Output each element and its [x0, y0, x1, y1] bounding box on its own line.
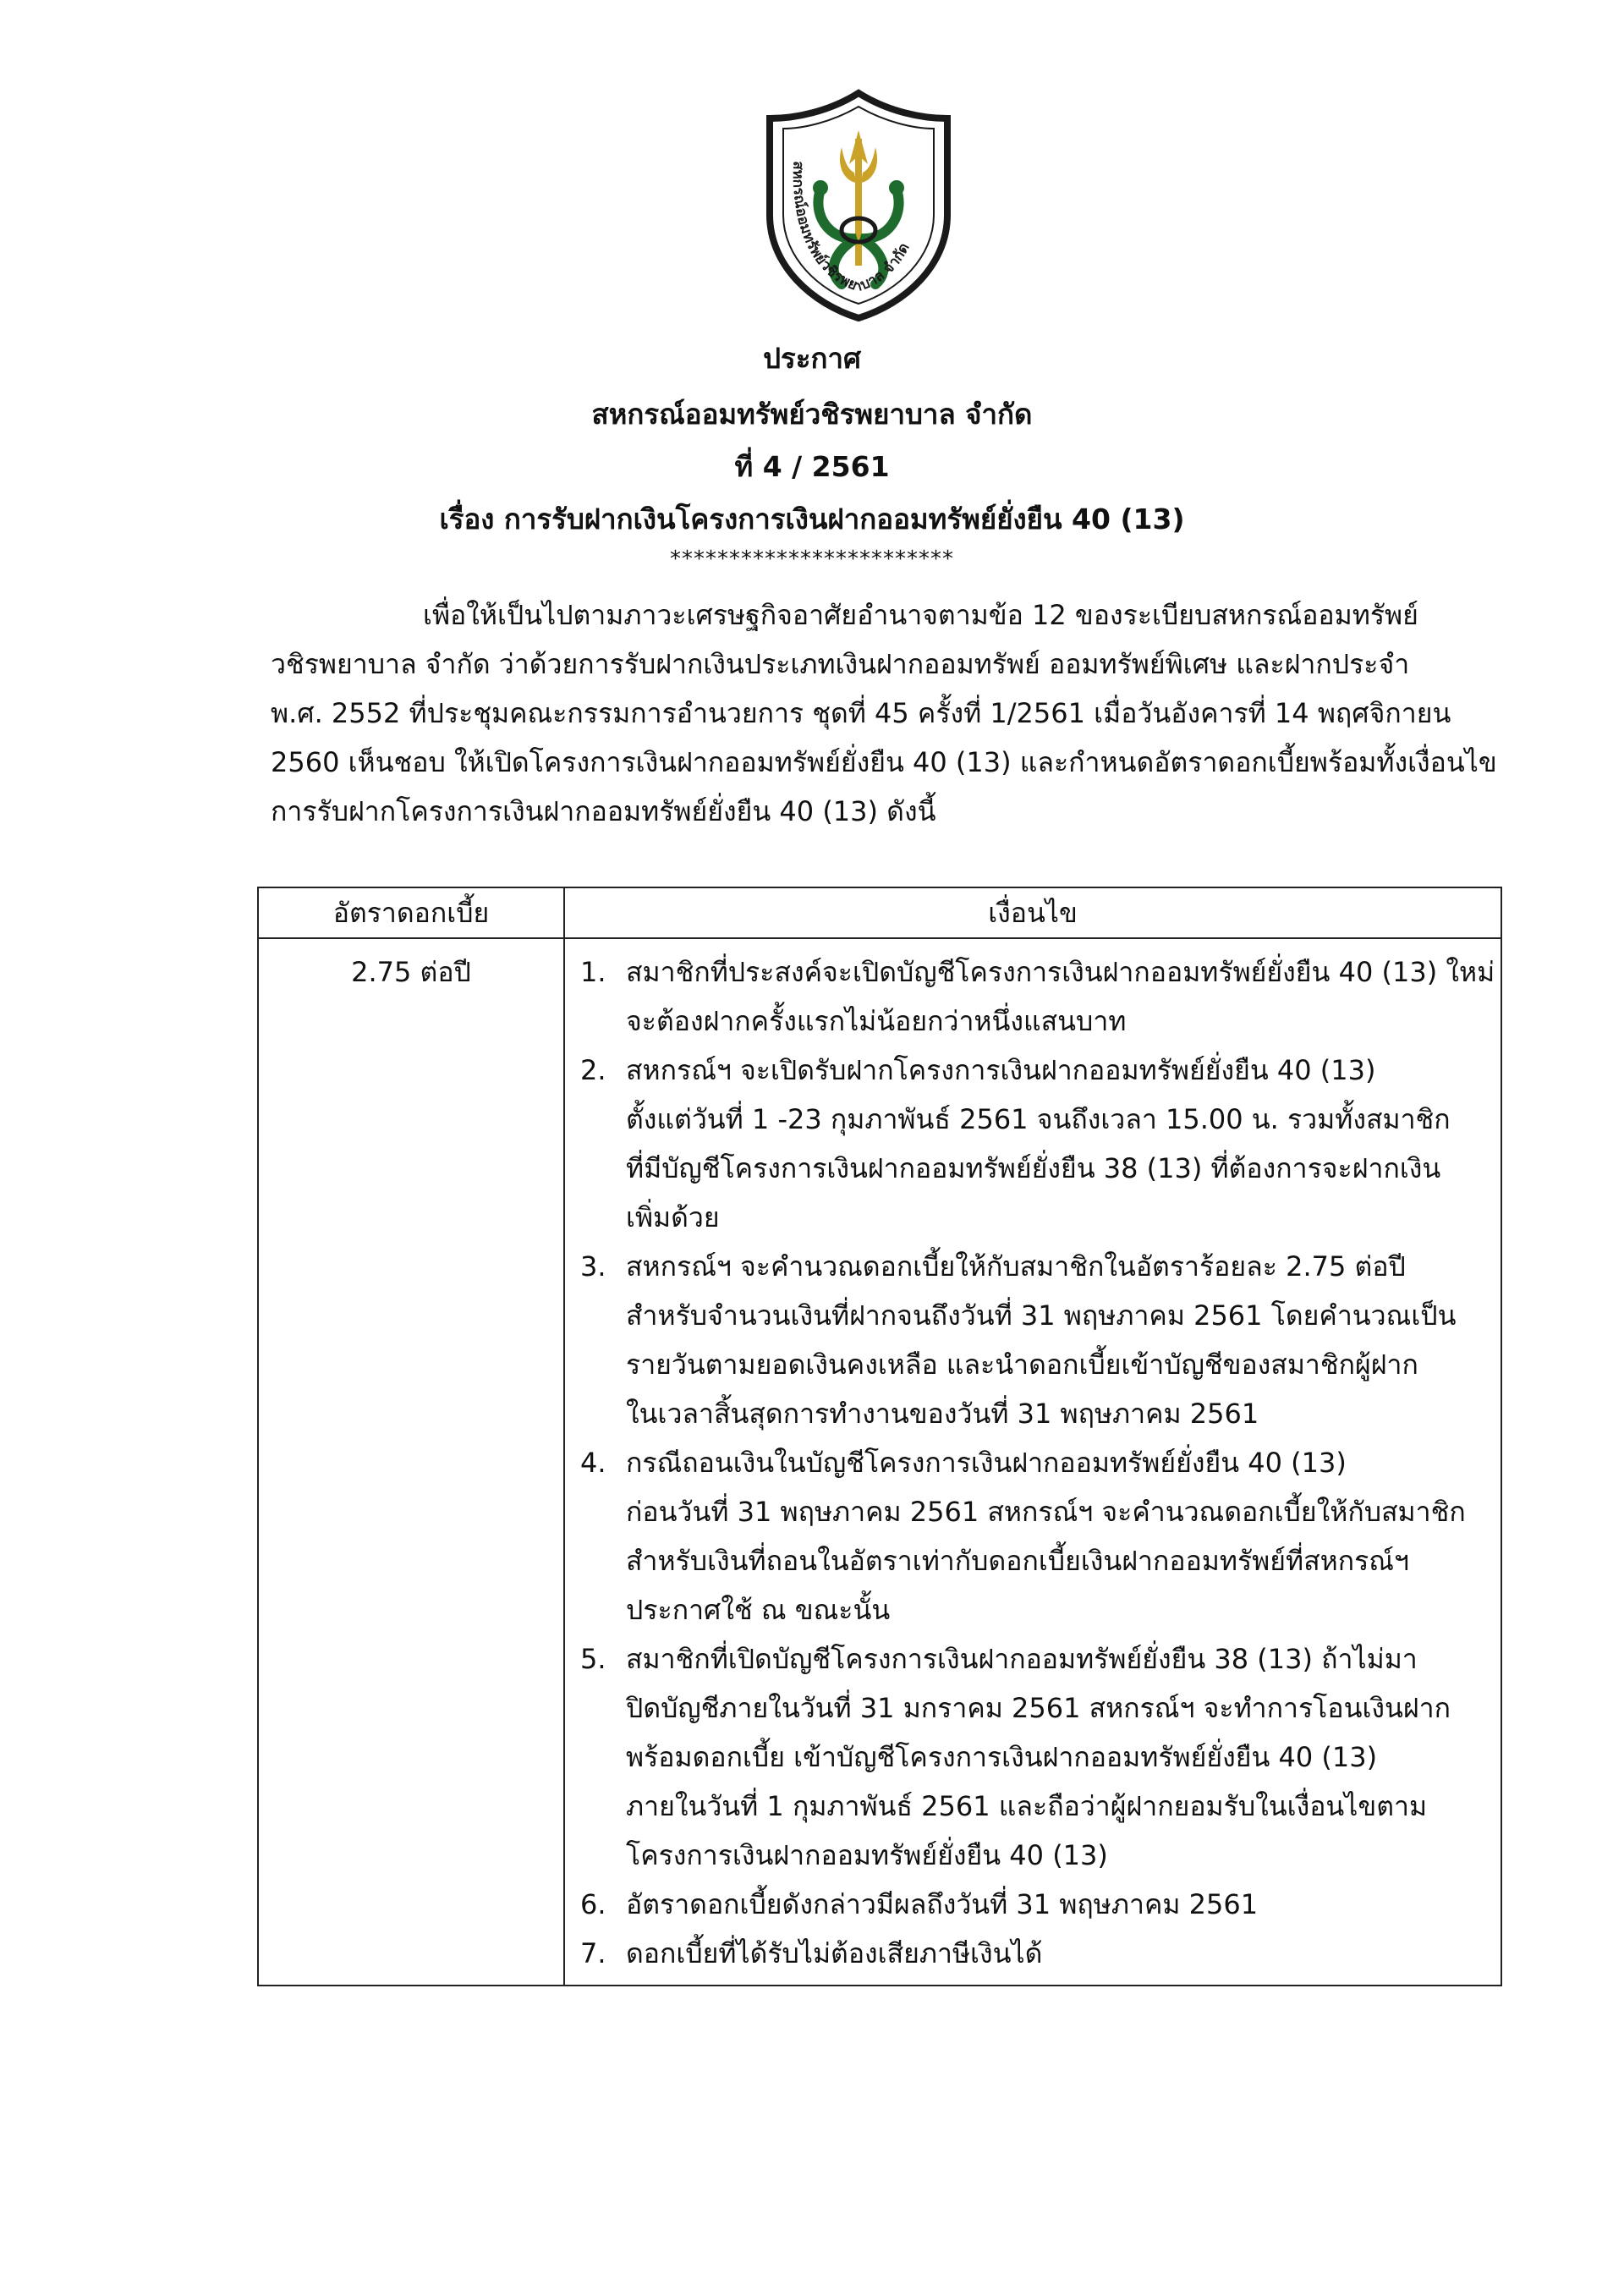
condition-item-4	[565, 1438, 1501, 1634]
condition-line: สำหรับเงินที่ถอนในอัตราเท่ากับดอกเบี้ยเงินฝากออมทรัพย์ที่สหกรณ์ฯ	[626, 1545, 1409, 1577]
condition-line: เพิ่มด้วย	[626, 1201, 720, 1233]
cooperative-logo	[761, 88, 956, 323]
condition-item-2	[565, 1046, 1501, 1242]
svg-text:สหกรณ์ออมทรัพย์วชิรพยาบาล จำกั: สหกรณ์ออมทรัพย์วชิรพยาบาล จำกัด	[789, 160, 914, 297]
intro-line: 2560 เห็นชอบ ให้เปิดโครงการเงินฝากออมทรัพย์ยั่งยืน 40 (13) และกำหนดอัตราดอกเบี้ยพร้อมทั้งเงื่อนไข	[271, 746, 1497, 778]
condition-line: กรณีถอนเงินในบัญชีโครงการเงินฝากออมทรัพย์ยั่งยืน 40 (13)	[626, 1447, 1347, 1479]
intro-line: วชิรพยาบาล จำกัด ว่าด้วยการรับฝากเงินประเภทเงินฝากออมทรัพย์ ออมทรัพย์พิเศษ และฝากประจำ	[271, 648, 1410, 680]
condition-number: 6.	[580, 1888, 606, 1920]
condition-line: ปิดบัญชีภายในวันที่ 31 มกราคม 2561 สหกรณ์ฯ จะทำการโอนเงินฝาก	[626, 1692, 1451, 1724]
table-row	[258, 938, 1501, 1986]
condition-line: จะต้องฝากครั้งแรกไม่น้อยกว่าหนึ่งแสนบาท	[626, 1005, 1127, 1037]
condition-line: ก่อนวันที่ 31 พฤษภาคม 2561 สหกรณ์ฯ จะคำนวณดอกเบี้ยให้กับสมาชิก	[626, 1496, 1466, 1528]
conditions-column-header: เงื่อนไข	[564, 887, 1501, 938]
organization-name: สหกรณ์ออมทรัพย์วชิรพยาบาล จำกัด	[591, 398, 1033, 431]
condition-line: ประกาศใช้ ณ ขณะนั้น	[626, 1594, 891, 1626]
table-header-row	[258, 887, 1501, 938]
condition-line: ตั้งแต่วันที่ 1 -23 กุมภาพันธ์ 2561 จนถึงเวลา 15.00 น. รวมทั้งสมาชิก	[626, 1103, 1451, 1135]
intro-line: การรับฝากโครงการเงินฝากออมทรัพย์ยั่งยืน 40 (13) ดังนี้	[271, 795, 936, 827]
condition-line: สหกรณ์ฯ จะเปิดรับฝากโครงการเงินฝากออมทรัพย์ยั่งยืน 40 (13)	[626, 1054, 1376, 1086]
interest-rate-cell: 2.75 ต่อปี	[258, 938, 564, 1986]
condition-line: ในเวลาสิ้นสุดการทำงานของวันที่ 31 พฤษภาคม 2561	[626, 1398, 1259, 1430]
condition-line: อัตราดอกเบี้ยดังกล่าวมีผลถึงวันที่ 31 พฤษภาคม 2561	[626, 1888, 1259, 1920]
conditions-list	[565, 948, 1501, 1978]
condition-number: 5.	[580, 1643, 606, 1675]
separator-line: ************************	[670, 547, 954, 572]
condition-line: รายวันตามยอดเงินคงเหลือ และนำดอกเบี้ยเข้าบัญชีของสมาชิกผู้ฝาก	[626, 1348, 1418, 1381]
condition-number: 7.	[580, 1937, 606, 1969]
condition-number: 3.	[580, 1250, 606, 1283]
condition-line: ที่มีบัญชีโครงการเงินฝากออมทรัพย์ยั่งยืน 38 (13) ที่ต้องการจะฝากเงิน	[626, 1152, 1441, 1184]
condition-number: 1.	[580, 956, 606, 988]
announcement-subject: เรื่อง การรับฝากเงินโครงการเงินฝากออมทรัพย์ยั่งยืน 40 (13)	[439, 503, 1185, 536]
condition-line: ดอกเบี้ยที่ได้รับไม่ต้องเสียภาษีเงินได้	[626, 1937, 1043, 1969]
condition-line: โครงการเงินฝากออมทรัพย์ยั่งยืน 40 (13)	[626, 1839, 1108, 1871]
condition-item-5	[565, 1634, 1501, 1880]
rate-column-header: อัตราดอกเบี้ย	[258, 887, 564, 938]
announcement-title: ประกาศ	[763, 342, 861, 375]
intro-line: เพื่อให้เป็นไปตามภาวะเศรษฐกิจอาศัยอำนาจตามข้อ 12 ของระเบียบสหกรณ์ออมทรัพย์	[423, 599, 1418, 631]
condition-number: 2.	[580, 1054, 606, 1086]
condition-number: 4.	[580, 1447, 606, 1479]
announcement-number: ที่ 4 / 2561	[734, 450, 890, 483]
condition-item-7	[565, 1929, 1501, 1978]
intro-line: พ.ศ. 2552 ที่ประชุมคณะกรรมการอำนวยการ ชุดที่ 45 ครั้งที่ 1/2561 เมื่อวันอังคารที่ 14 พฤศจิกายน	[271, 697, 1451, 729]
condition-line: สมาชิกที่ประสงค์จะเปิดบัญชีโครงการเงินฝากออมทรัพย์ยั่งยืน 40 (13) ใหม่	[626, 956, 1495, 988]
condition-item-1	[565, 948, 1501, 1046]
condition-line: พร้อมดอกเบี้ย เข้าบัญชีโครงการเงินฝากออมทรัพย์ยั่งยืน 40 (13)	[626, 1741, 1378, 1773]
condition-line: สหกรณ์ฯ จะคำนวณดอกเบี้ยให้กับสมาชิกในอัตราร้อยละ 2.75 ต่อปี	[626, 1250, 1406, 1283]
condition-line: ภายในวันที่ 1 กุมภาพันธ์ 2561 และถือว่าผู้ฝากยอมรับในเงื่อนไขตาม	[626, 1790, 1428, 1822]
conditions-cell	[564, 938, 1501, 1986]
condition-line: สำหรับจำนวนเงินที่ฝากจนถึงวันที่ 31 พฤษภาคม 2561 โดยคำนวณเป็น	[626, 1299, 1457, 1332]
condition-item-6	[565, 1880, 1501, 1929]
condition-line: สมาชิกที่เปิดบัญชีโครงการเงินฝากออมทรัพย์ยั่งยืน 38 (13) ถ้าไม่มา	[626, 1643, 1418, 1675]
interest-conditions-table	[257, 887, 1502, 1986]
condition-item-3	[565, 1242, 1501, 1438]
